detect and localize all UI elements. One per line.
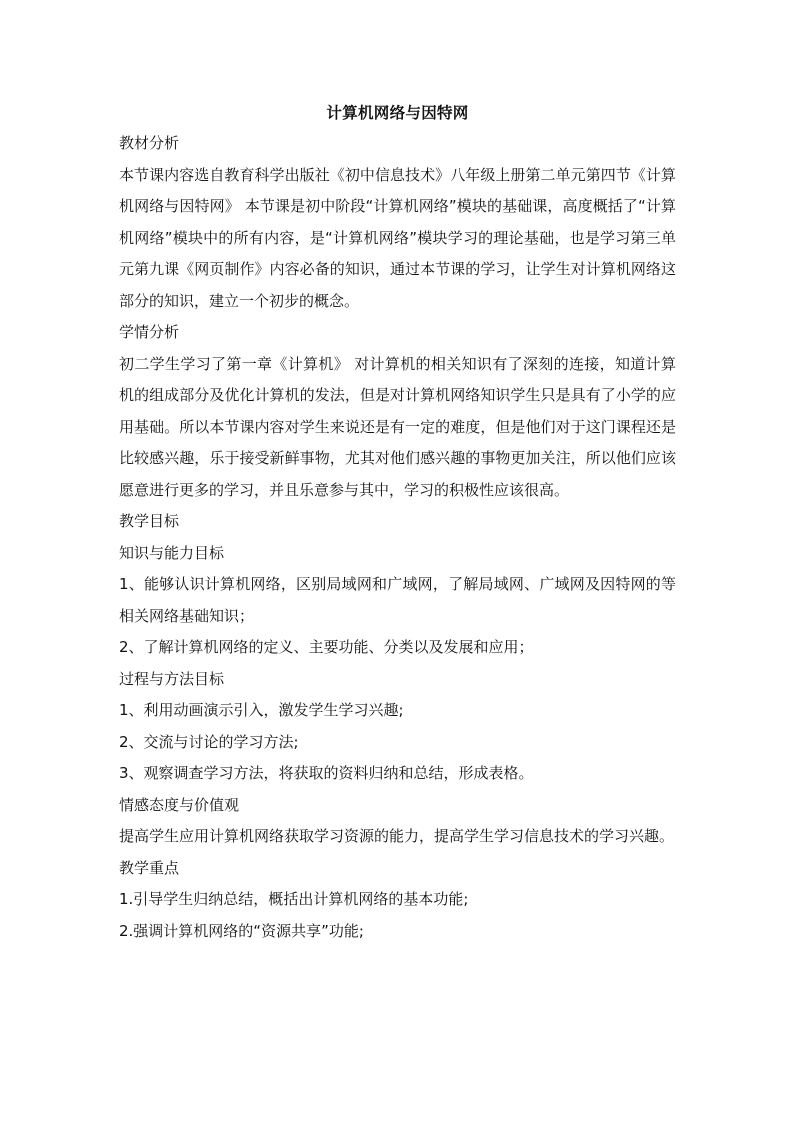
document-title: 计算机网络与因特网 — [326, 104, 469, 122]
list-item-focus-1: 1.引导学生归纳总结，概括出计算机网络的基本功能; — [119, 890, 469, 908]
subheading-process-method: 过程与方法目标 — [119, 669, 225, 688]
section-heading-teaching-focus: 教学重点 — [119, 858, 180, 877]
subheading-knowledge-ability: 知识与能力目标 — [119, 543, 225, 562]
section-heading-teaching-goals: 教学目标 — [119, 512, 180, 530]
list-item-process-2: 2、交流与讨论的学习方法; — [119, 732, 299, 751]
section-heading-student-analysis: 学情分析 — [119, 323, 180, 341]
list-item-focus-2: 2.强调计算机网络的“资源共享”功能; — [119, 921, 364, 940]
list-item-process-1: 1、利用动画演示引入，激发学生学习兴趣; — [119, 701, 404, 719]
section-heading-textbook-analysis: 教材分析 — [119, 134, 180, 152]
list-item-knowledge-1: 1、能够认识计算机网络，区别局域网和广域网，了解局域网、广域网及因特网的等相关网络基础知识； — [119, 575, 676, 625]
subheading-attitude-values: 情感态度与价值观 — [119, 795, 240, 814]
paragraph-attitude-values: 提高学生应用计算机网络获取学习资源的能力，提高学生学习信息技术的学习兴趣。 — [119, 827, 675, 845]
document-body — [119, 98, 676, 947]
paragraph-textbook-analysis: 本节课内容选自教育科学出版社《初中信息技术》八年级上册第二单元第四节《计算机网络与因特网》 本节课是初中阶段“计算机网络”模块的基础课，高度概括了“计算机网络”模块中的所有内容，是“计算机网络”模块学习的理论基础，也是学习第三单元第九课《网页制作》内容必备的知识，通过本节课的学习，让学生对计算机网络这部分的知识，建立一个初步的概念。 — [119, 165, 676, 310]
list-item-knowledge-2: 2、了解计算机网络的定义、主要功能、分类以及发展和应用； — [119, 638, 534, 656]
list-item-process-3: 3、观察调查学习方法，将获取的资料归纳和总结，形成表格。 — [119, 764, 534, 782]
paragraph-student-analysis: 初二学生学习了第一章《计算机》 对计算机的相关知识有了深刻的连接，知道计算机的组成部分及优化计算机的发法，但是对计算机网络知识学生只是具有了小学的应用基础。所以本节课内容对学生来说还是有一定的难度，但是他们对于这门课程还是比较感兴趣，乐于接受新鲜事物，尤其对他们感兴趣的事物更加关注，所以他们应该愿意进行更多的学习，并且乐意参与其中，学习的积极性应该很高。 — [119, 354, 676, 499]
